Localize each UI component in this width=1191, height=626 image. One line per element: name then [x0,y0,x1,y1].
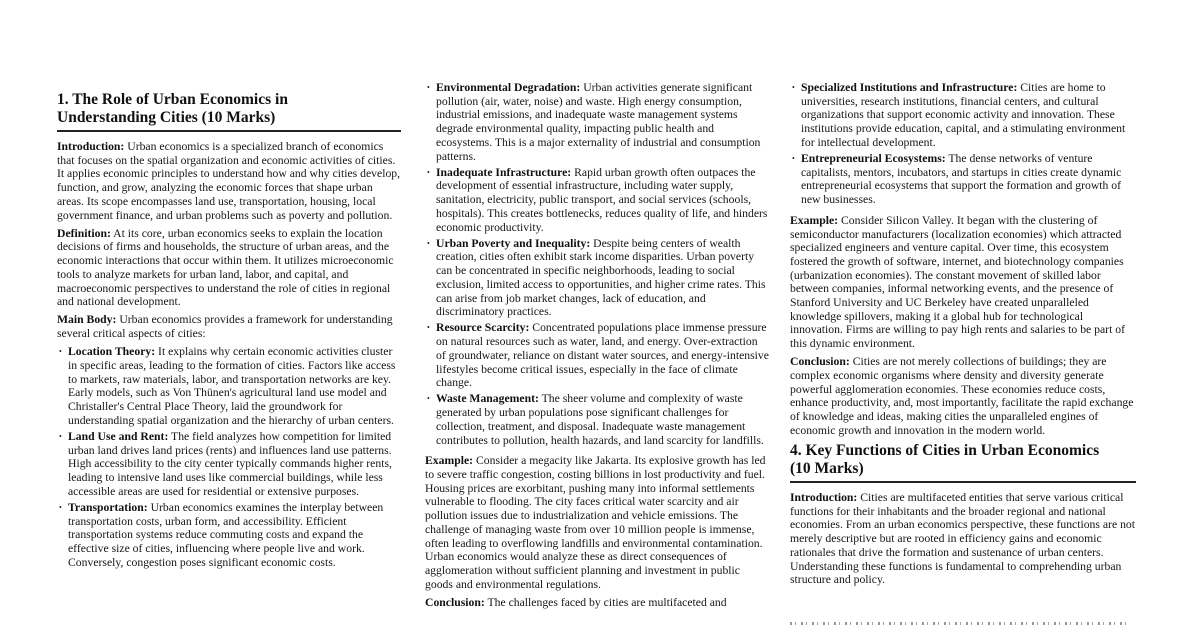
list-item-text: The sheer volume and complexity of waste generated by urban populations pose significant challenges for collection, treatment, and disposal. Inadequate waste management contributes to pollution, health hazards, and land scarcity for landfills. [436,392,764,447]
bullet-icon: • [427,83,430,92]
list-item-label: Transportation: [68,501,148,515]
bullet-icon: • [792,154,795,164]
list-item-location-theory [57,345,401,427]
paragraph-label: Conclusion: [790,355,850,369]
list-item-environmental-degradation [425,81,770,163]
list-item-text: Urban activities generate significant pollution (air, water, noise) and waste. High energy consumption, industrial emissions, and inadequate waste management systems degrade environmental quality, impacting public health and ecosystems. This is a major externality of industrial and consumption patterns. [436,81,761,163]
paragraph-label: Main Body: [57,313,117,327]
section-heading-key-functions [790,442,1136,478]
paragraph-main-body [57,313,401,340]
paragraph-example-silicon-valley [790,214,1136,351]
list-item-label: Specialized Institutions and Infrastructure: [801,81,1018,94]
paragraph-conclusion-clipped [425,596,770,610]
paragraph-example-jakarta [425,454,770,591]
paragraph-label: Conclusion: [425,595,485,609]
bullet-icon: • [427,167,430,177]
heading-line: (10 Marks) [790,460,864,478]
bullet-icon: • [427,394,430,404]
list-item-label: Inadequate Infrastructure: [436,165,572,179]
list-item-label: Location Theory: [68,345,156,359]
paragraph-introduction [57,140,401,222]
list-item-text: Concentrated populations place immense pressure on natural resources such as water, land, and energy. Over-extraction of groundwater, reliance on distant water sources, and energy-intensive lifestyles become critical issues, especially in the face of climate change. [436,321,769,390]
column-2 [425,0,770,614]
list-item-label: Environmental Degradation: [436,81,581,94]
heading-rule [790,481,1136,483]
paragraph-text: Cities are not merely collections of buildings; they are complex economic organisms where density and diversity generate powerful agglomeration economies. These economies reduce costs, enhance productivity, and, most importantly, facilitate the rapid exchange of knowledge and ideas, making cities the unparalleled engines of economic growth and innovation in the modern world. [790,355,1134,437]
paragraph-label: Introduction: [57,140,125,153]
heading-line: 4. Key Functions of Cities in Urban Economics [790,442,1100,460]
list-item-resource-scarcity [425,321,770,390]
list-item-land-use-and-rent [57,430,401,499]
paragraph-conclusion [790,355,1136,437]
bullet-icon: • [59,432,62,442]
advantages-list [790,81,1136,207]
paragraph-label: Example: [425,454,474,468]
section-heading-role-of-urban-economics [57,91,401,127]
aspects-list [57,345,401,569]
paragraph-text: Consider a megacity like Jakarta. Its explosive growth has led to severe traffic congestion, costing billions in lost productivity and fuel. Housing prices are exorbitant, pushing many into informal settlements vulnerable to flooding. The city faces critical water scarcity and air pollution issues due to industrialization and vehicle emissions. The challenge of managing waste from over 10 million people is immense, often leading to overflowing landfills and environmental contamination. Urban economics would analyze these as direct consequences of agglomeration without sufficient planning and investment in public goods and environmental regulations. [425,454,766,591]
list-item-entrepreneurial-ecosystems [790,152,1136,207]
list-item-label: Waste Management: [436,392,539,406]
list-item-inadequate-infrastructure [425,166,770,235]
list-item-text: The dense networks of venture capitalists, mentors, incubators, and startups in cities create dynamic entrepreneurial ecosystems that support the formation and growth of new businesses. [801,152,1122,207]
bullet-icon: • [427,238,430,248]
column-3 [790,0,1136,592]
paragraph-label: Example: [790,213,839,227]
list-item-text: Urban economics examines the interplay between transportation costs, urban form, and accessibility. Efficient transportation systems reduce commuting costs and expand the effective size of cities, influencing where people live and work. Conversely, congestion poses significant economic costs. [68,501,384,569]
list-item-text: Cities are home to universities, research institutions, financial centers, and cultural organizations that support economic activity and innovation. These institutions provide education, capital, and a stimulating environment for intellectual development. [801,81,1126,149]
heading-rule [57,130,401,132]
paragraph-introduction-key-functions [790,491,1136,587]
bullet-icon: • [792,83,795,92]
paragraph-text: At its core, urban economics seeks to explain the location decisions of firms and households, the structure of urban areas, and the economic interactions that occur within them. It utilizes microeconomic tools to analyze markets for urban land, labor, and capital, and macroeconomic perspectives to understand the role of cities in regional and national development. [57,226,394,309]
paragraph-text: Cities are multifaceted entities that serve various critical functions for their inhabitants and the broader regional and national economies. From an urban economics perspective, these functions are not merely descriptive but are rooted in efficiency gains and economic rationales that drive the formation and sustenance of urban centers. Understanding these functions is fundamental to comprehending urban structure and policy. [790,491,1135,587]
paragraph-text: Urban economics is a specialized branch of economics that focuses on the spatial organization and economic activities of cities. It applies economic principles to understand how and why cities develop, function, and grow, analyzing the economic forces that shape urban areas. Its scope encompasses land use, transportation, housing, local government finance, and urban problems such as poverty and pollution. [57,140,401,222]
list-item-specialized-institutions [790,81,1136,150]
paragraph-label: Definition: [57,226,111,240]
list-item-text: Despite being centers of wealth creation, cities often exhibit stark income disparities. Urban poverty can be concentrated in specific neighborhoods, leading to social exclusion, limited access to opportunities, and higher crime rates. This can arise from job market changes, lack of education, and discriminatory practices. [436,236,766,319]
list-item-transportation [57,501,401,570]
paragraph-definition [57,227,401,309]
paragraph-text: The challenges faced by cities are multifaceted and [484,595,727,609]
list-item-label: Entrepreneurial Ecosystems: [801,152,946,166]
column-1 [57,0,401,577]
heading-line: Understanding Cities (10 Marks) [57,109,276,126]
clipped-text-line [790,622,1128,625]
bullet-icon: • [59,347,62,357]
challenges-list [425,81,770,447]
list-item-label: Urban Poverty and Inequality: [436,236,591,250]
list-item-waste-management [425,392,770,447]
bullet-icon: • [427,323,430,333]
paragraph-text: Consider Silicon Valley. It began with the clustering of semiconductor manufacturers (localization economies) which attracted specialized engineers and venture capital. Over time, this ecosystem fostered the growth of software, internet, and biotechnology companies (urbanization economies). The constant movement of skilled labor between companies, informal networking events, and the presence of Stanford University and UC Berkeley have created unparalleled knowledge spillovers, making it a global hub for technological innovation. Firms are willing to pay high rents and salaries to be part of this dynamic environment. [790,213,1125,351]
list-item-text: It explains why certain economic activities cluster in specific areas, leading to the formation of cities. Factors like access to markets, raw materials, labor, and transportation networks are key. Early models, such as Von Thünen's agricultural land use model and Christaller's Central Place Theory, laid the groundwork for understanding spatial organization and the hierarchy of urban centers. [68,345,396,427]
list-item-text: The field analyzes how competition for limited urban land drives land prices (rents) and influences land use patterns. High accessibility to the city center typically commands higher rents, leading to intensive land uses like commercial buildings, while less accessible areas are used for residential or extensive purposes. [68,430,392,498]
paragraph-text: Urban economics provides a framework for understanding several critical aspects of cities: [57,313,393,341]
paragraph-label: Introduction: [790,491,858,505]
list-item-label: Resource Scarcity: [436,321,530,335]
list-item-label: Land Use and Rent: [68,430,169,444]
heading-line: 1. The Role of Urban Economics in [57,91,288,108]
list-item-urban-poverty-and-inequality [425,237,770,319]
list-item-text: Rapid urban growth often outpaces the development of essential infrastructure, including water supply, sanitation, electricity, public transport, and social services (schools, hospitals). This creates bottlenecks, reduces quality of life, and hinders economic productivity. [436,165,768,234]
bullet-icon: • [59,503,62,513]
